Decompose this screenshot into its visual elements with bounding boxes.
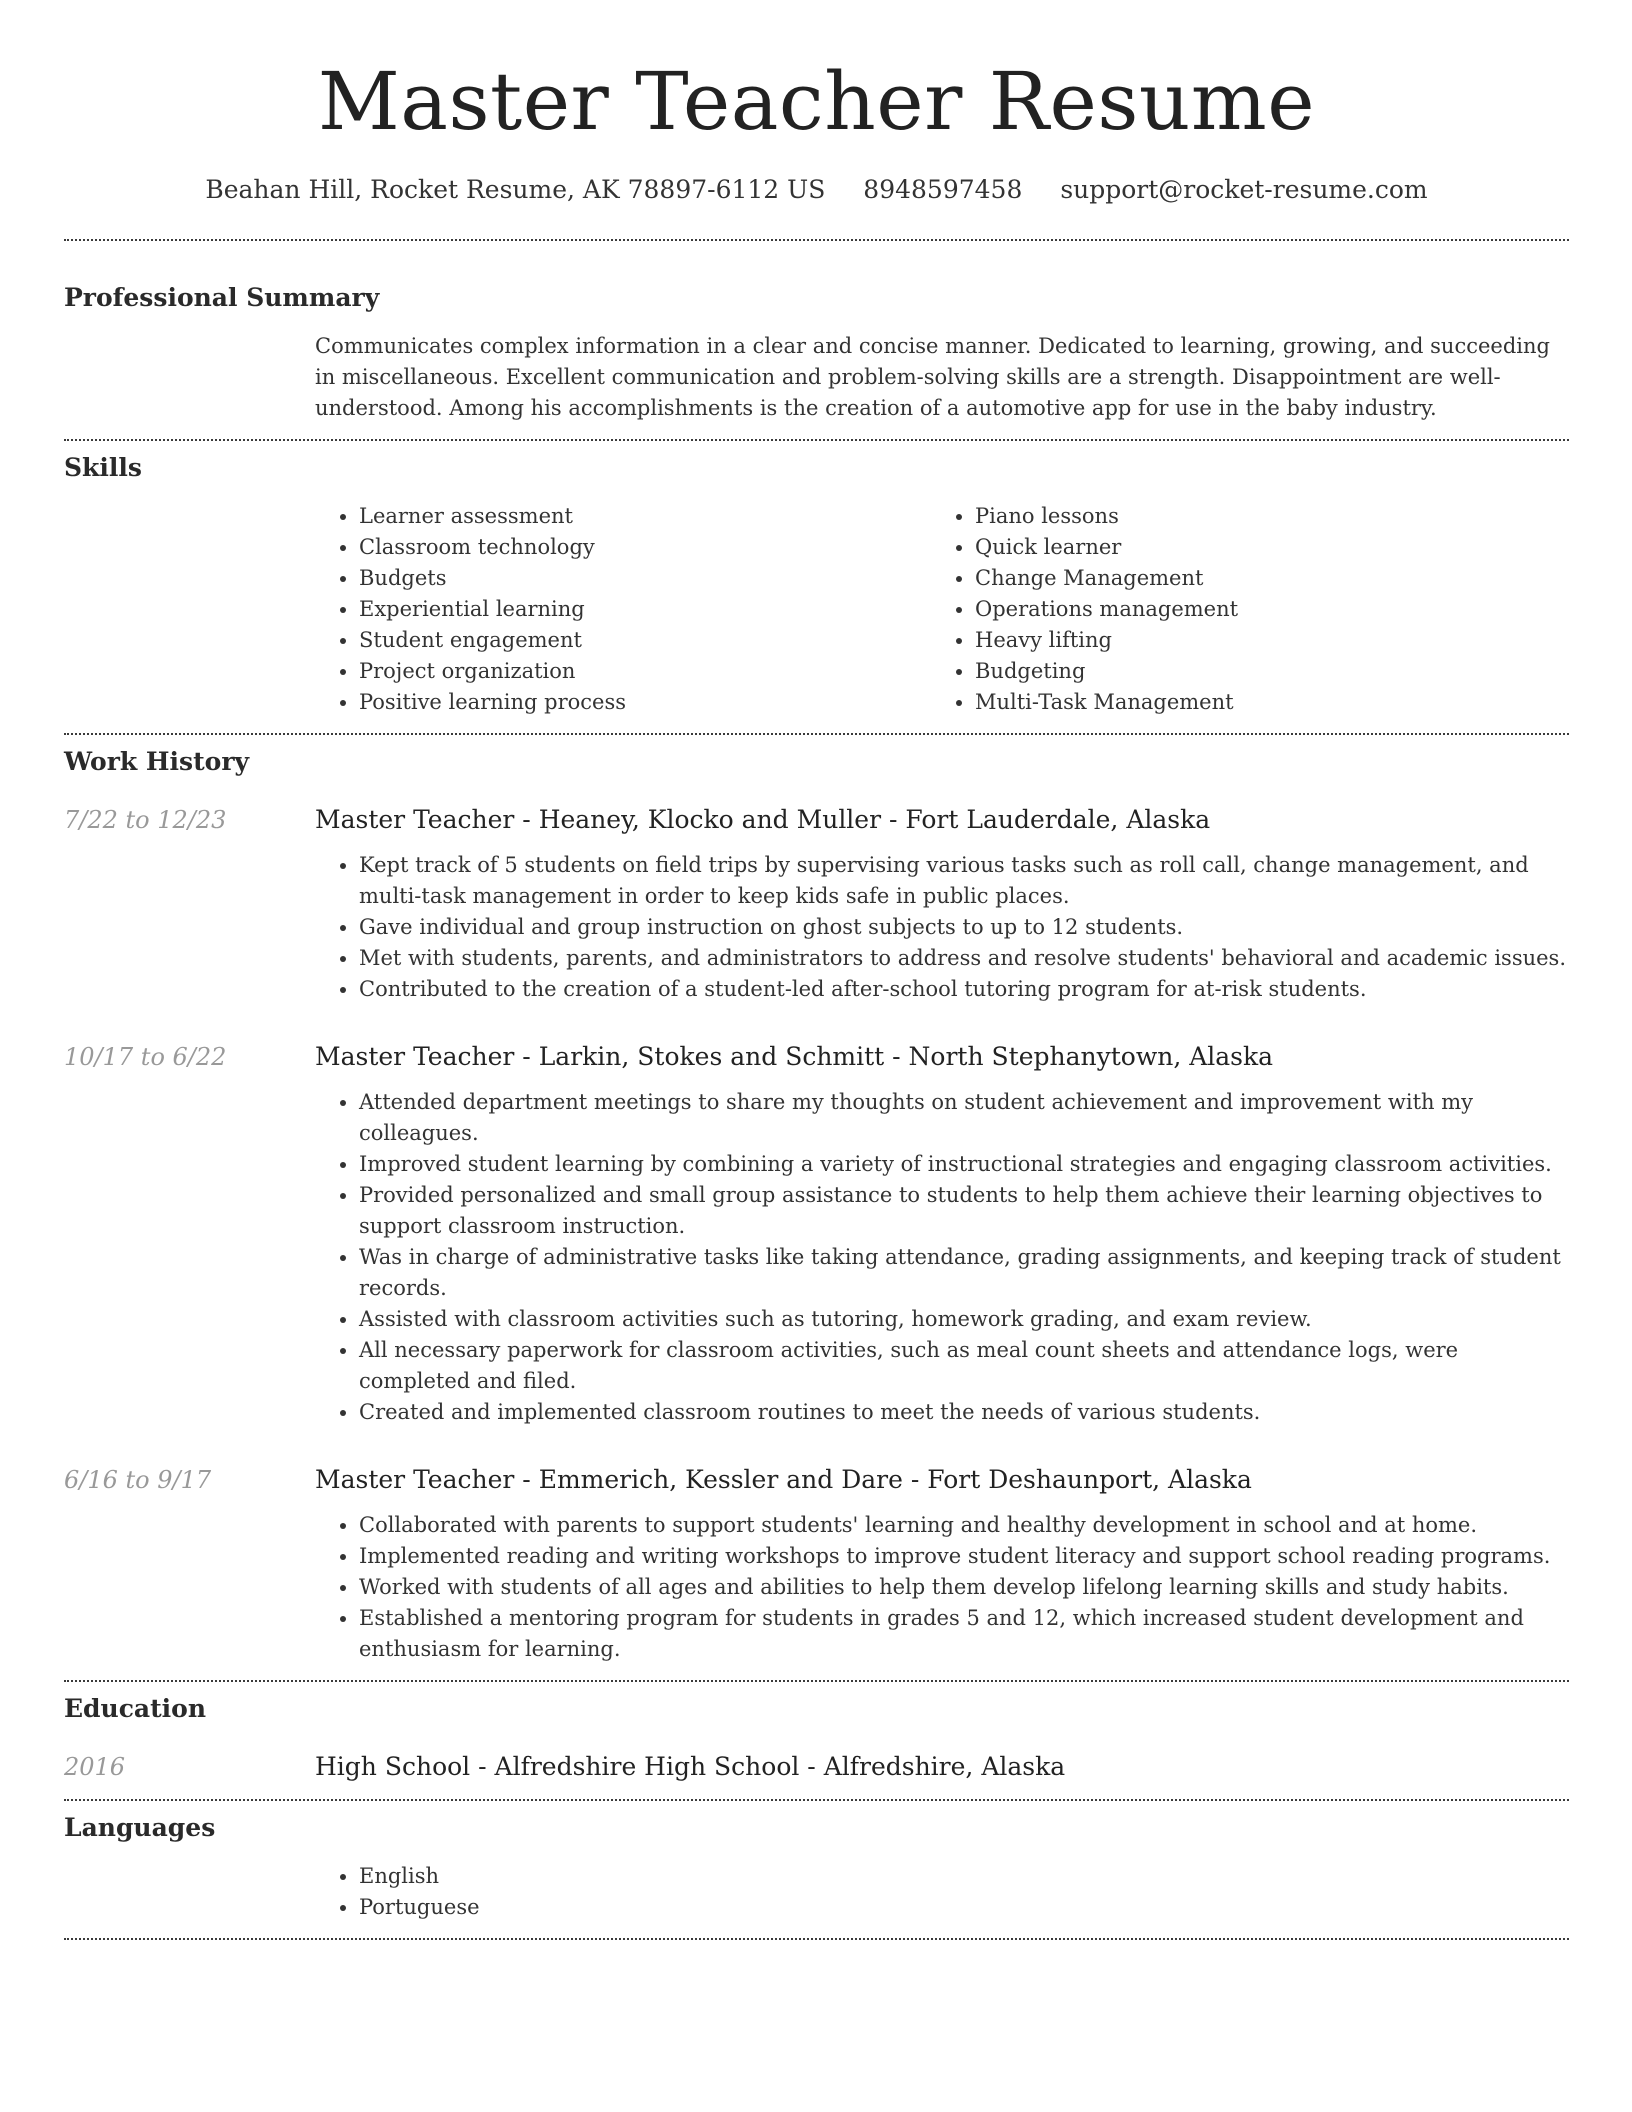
job-title: Master Teacher - Larkin, Stokes and Schmitt - North Stephanytown, Alaska	[315, 1042, 1274, 1071]
skill-item: • Experiential learning	[359, 594, 931, 625]
job-header	[64, 1463, 1569, 1497]
bullet-item: • Provided personalized and small group assistance to students to help them achieve their learning objectives to support classroom instruction.	[359, 1180, 1569, 1242]
job-bullets	[315, 850, 1569, 1005]
skill-item: • Change Management	[975, 563, 1547, 594]
education-entry	[64, 1750, 1569, 1784]
section-divider	[64, 733, 1569, 735]
contact-address: Beahan Hill, Rocket Resume, AK 78897-6112 US	[205, 175, 826, 204]
bullet-item: • Established a mentoring program for students in grades 5 and 12, which increased student development and enthusiasm for learning.	[359, 1603, 1569, 1665]
language-item: • English	[359, 1861, 1569, 1892]
section-heading: Languages	[64, 1813, 216, 1842]
language-item: • Portuguese	[359, 1892, 1569, 1923]
job-date: 7/22 to 12/23	[64, 806, 227, 834]
section-divider	[64, 1938, 1569, 1940]
job-entry	[64, 1040, 1569, 1428]
bullet-list	[315, 1510, 1569, 1665]
languages-list	[315, 1861, 1569, 1923]
section-divider	[64, 1799, 1569, 1801]
education-date: 2016	[64, 1753, 126, 1781]
bullet-item: • Created and implemented classroom routines to meet the needs of various students.	[359, 1397, 1569, 1428]
skill-item: • Budgets	[359, 563, 931, 594]
bullet-item: • Collaborated with parents to support students' learning and healthy development in school and at home.	[359, 1510, 1569, 1541]
contact-email: support@rocket-resume.com	[1060, 175, 1428, 204]
resume-page	[64, 0, 1569, 1940]
bullet-item: • Contributed to the creation of a student-led after-school tutoring program for at-risk students.	[359, 974, 1569, 1005]
section-heading: Work History	[64, 747, 250, 776]
education-title: High School - Alfredshire High School - Alfredshire, Alaska	[315, 1752, 1066, 1781]
skills-columns	[315, 501, 1569, 718]
skill-item: • Multi-Task Management	[975, 687, 1547, 718]
section-divider	[64, 1680, 1569, 1682]
section-heading: Education	[64, 1694, 207, 1723]
bullet-item: • Implemented reading and writing workshops to improve student literacy and support school reading programs.	[359, 1541, 1569, 1572]
section-divider	[64, 239, 1569, 241]
education-section	[64, 1692, 1569, 1784]
skill-item: • Learner assessment	[359, 501, 931, 532]
skill-item: • Student engagement	[359, 625, 931, 656]
skills-section	[64, 451, 1569, 718]
bullet-list	[315, 850, 1569, 1005]
section-heading: Skills	[64, 453, 142, 482]
job-entry	[64, 803, 1569, 1005]
skill-item: • Quick learner	[975, 532, 1547, 563]
bullet-item: • Improved student learning by combining a variety of instructional strategies and engaging classroom activities.	[359, 1149, 1569, 1180]
bullet-list	[315, 1087, 1569, 1428]
skill-item: • Heavy lifting	[975, 625, 1547, 656]
skills-list	[931, 501, 1547, 718]
bullet-item: • Assisted with classroom activities such as tutoring, homework grading, and exam review.	[359, 1304, 1569, 1335]
section-heading: Professional Summary	[64, 283, 380, 312]
job-date: 10/17 to 6/22	[64, 1043, 227, 1071]
bullet-item: • Attended department meetings to share my thoughts on student achievement and improvement with my colleagues.	[359, 1087, 1569, 1149]
skills-column-right	[931, 501, 1547, 718]
skill-item: • Operations management	[975, 594, 1547, 625]
bullet-item: • All necessary paperwork for classroom activities, such as meal count sheets and attendance logs, were completed and filed.	[359, 1335, 1569, 1397]
bullet-item: • Was in charge of administrative tasks like taking attendance, grading assignments, and keeping track of student records.	[359, 1242, 1569, 1304]
job-title: Master Teacher - Emmerich, Kessler and Dare - Fort Deshaunport, Alaska	[315, 1465, 1252, 1494]
languages-section	[64, 1811, 1569, 1923]
job-date: 6/16 to 9/17	[64, 1466, 212, 1494]
skill-item: • Budgeting	[975, 656, 1547, 687]
contact-phone: 8948597458	[863, 175, 1023, 204]
bullet-item: • Worked with students of all ages and abilities to help them develop lifelong learning skills and study habits.	[359, 1572, 1569, 1603]
job-bullets	[315, 1510, 1569, 1665]
bullet-item: • Met with students, parents, and administrators to address and resolve students' behavioral and academic issues.	[359, 943, 1569, 974]
job-entry	[64, 1463, 1569, 1665]
contact-line	[64, 172, 1569, 208]
skill-item: • Positive learning process	[359, 687, 931, 718]
job-title: Master Teacher - Heaney, Klocko and Muller - Fort Lauderdale, Alaska	[315, 805, 1211, 834]
languages-list-wrap	[315, 1861, 1569, 1923]
skills-list	[315, 501, 931, 718]
work-history-section	[64, 745, 1569, 1665]
skills-column-left	[315, 501, 931, 718]
job-bullets	[315, 1087, 1569, 1428]
skill-item: • Project organization	[359, 656, 931, 687]
job-header	[64, 1040, 1569, 1074]
bullet-item: • Kept track of 5 students on field trips by supervising various tasks such as roll call, change management, and multi-task management in order to keep kids safe in public places.	[359, 850, 1569, 912]
section-divider	[64, 439, 1569, 441]
skill-item: • Classroom technology	[359, 532, 931, 563]
job-header	[64, 803, 1569, 837]
summary-section	[64, 281, 1569, 424]
resume-title: Master Teacher Resume	[317, 55, 1316, 148]
bullet-item: • Gave individual and group instruction on ghost subjects to up to 12 students.	[359, 912, 1569, 943]
summary-text: Communicates complex information in a clear and concise manner. Dedicated to learning, growing, and succeeding in miscellaneous. Excellent communication and problem-solving skills are a strength. Disappointment are well-understood. Among his accomplishments is the creation of a automotive app for use in the baby industry.	[315, 334, 1550, 420]
skill-item: • Piano lessons	[975, 501, 1547, 532]
